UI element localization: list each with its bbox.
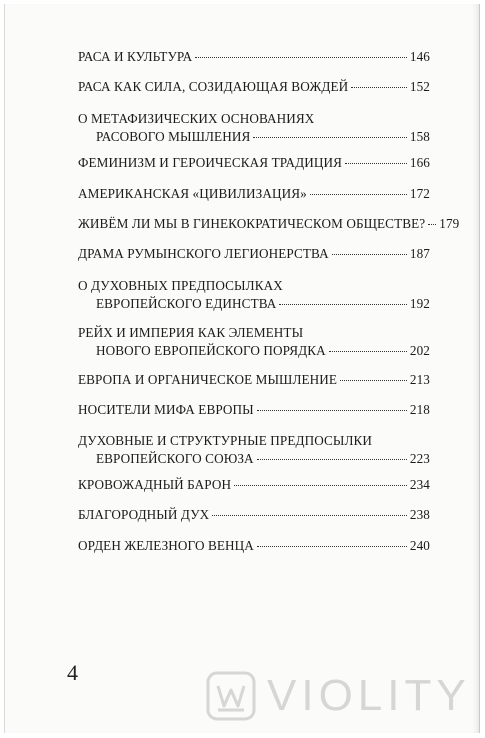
page-number: 4 [67, 660, 78, 685]
watermark [205, 668, 480, 724]
toc-entry-title: БЛАГОРОДНЫЙ ДУХ [78, 507, 210, 522]
toc-entry-line [78, 78, 430, 96]
toc-entry [78, 506, 430, 524]
toc-entry-title: ФЕМИНИЗМ И ГЕРОИЧЕСКАЯ ТРАДИЦИЯ [78, 155, 342, 170]
dot-leader [195, 57, 407, 58]
toc-entry-line [78, 277, 430, 295]
toc-entry [78, 110, 430, 146]
toc-entry-line [78, 476, 430, 494]
toc-entry-page: 240 [409, 538, 430, 553]
toc-entry-line [78, 48, 430, 66]
toc-entry-line [78, 432, 430, 450]
toc-entry-page: 192 [409, 296, 430, 311]
toc-entry-page: 158 [409, 129, 430, 144]
toc-entry-title: ОРДЕН ЖЕЛЕЗНОГО ВЕНЦА [78, 538, 254, 553]
toc-entry [78, 154, 430, 172]
dot-leader [351, 87, 407, 88]
toc-entry [78, 371, 430, 389]
toc-entry-line [78, 128, 430, 146]
dot-leader [253, 137, 407, 138]
dot-leader [310, 194, 407, 195]
toc-entry-page: 238 [409, 507, 430, 522]
toc-entry [78, 215, 460, 233]
toc-entry-line [78, 245, 430, 263]
toc-entry-title: КРОВОЖАДНЫЙ БАРОН [78, 477, 232, 492]
toc-entry-line [78, 154, 430, 172]
toc-entry-page: 166 [409, 155, 430, 170]
toc-entry-line [78, 110, 430, 128]
toc-entry-title: ЕВРОПА И ОРГАНИЧЕСКОЕ МЫШЛЕНИЕ [78, 372, 338, 387]
dot-leader [212, 515, 407, 516]
toc-entry-title: РАСА И КУЛЬТУРА [78, 49, 193, 64]
book-page [4, 4, 480, 733]
violity-logo-icon [205, 670, 257, 722]
toc-entry-line [78, 506, 430, 524]
dot-leader [345, 163, 407, 164]
toc-entry [78, 78, 430, 96]
toc-entry [78, 476, 430, 494]
dot-leader [234, 485, 407, 486]
dot-leader [257, 410, 407, 411]
toc-entry [78, 48, 430, 66]
toc-entry-line [78, 295, 430, 313]
toc-entry-line [78, 401, 430, 419]
toc-entry [78, 324, 430, 360]
dot-leader [332, 254, 407, 255]
toc-entry-title: О МЕТАФИЗИЧЕСКИХ ОСНОВАНИЯХ [78, 111, 315, 126]
toc-entry-title: ДУХОВНЫЕ И СТРУКТУРНЫЕ ПРЕДПОСЫЛКИ [78, 433, 373, 448]
toc-entry [78, 537, 430, 555]
toc-entry-title: ДРАМА РУМЫНСКОГО ЛЕГИОНЕРСТВА [78, 246, 329, 261]
dot-leader [428, 224, 436, 225]
dot-leader [257, 546, 407, 547]
toc-entry-page: 234 [409, 477, 430, 492]
dot-leader [257, 459, 407, 460]
toc-entry-line [78, 215, 460, 233]
toc-entry-page: 202 [409, 343, 430, 358]
toc-entry [78, 277, 430, 313]
toc-entry-title: ЕВРОПЕЙСКОГО ЕДИНСТВА [96, 296, 277, 311]
toc-entry-title: РАСА КАК СИЛА, СОЗИДАЮЩАЯ ВОЖДЕЙ [78, 79, 349, 94]
dot-leader [340, 380, 407, 381]
toc-entry [78, 401, 430, 419]
toc-entry-title: НОВОГО ЕВРОПЕЙСКОГО ПОРЯДКА [96, 343, 326, 358]
toc-entry [78, 245, 430, 263]
toc-entry-title: РЕЙХ И ИМПЕРИЯ КАК ЭЛЕМЕНТЫ [78, 325, 304, 340]
toc-entry-page: 146 [409, 49, 430, 64]
toc-entry-title: РАСОВОГО МЫШЛЕНИЯ [96, 129, 251, 144]
toc-entry-line [78, 185, 430, 203]
toc-entry [78, 432, 430, 468]
toc-entry [78, 185, 430, 203]
toc-entry-title: О ДУХОВНЫХ ПРЕДПОСЫЛКАХ [78, 278, 283, 293]
toc-entry-page: 223 [409, 451, 430, 466]
toc-entry-page: 213 [409, 372, 430, 387]
toc-entry-title: ЖИВЁМ ЛИ МЫ В ГИНЕКОКРАТИЧЕСКОМ ОБЩЕСТВЕ? [78, 216, 426, 231]
toc-entry-line [78, 450, 430, 468]
toc-entry-line [78, 537, 430, 555]
toc-entry-title: НОСИТЕЛИ МИФА ЕВРОПЫ [78, 402, 254, 417]
dot-leader [329, 351, 407, 352]
toc-entry-line [78, 324, 430, 342]
toc-entry-page: 152 [409, 79, 430, 94]
toc-entry-page: 179 [439, 216, 460, 231]
toc-entry-line [78, 371, 430, 389]
toc-entry-title: АМЕРИКАНСКАЯ «ЦИВИЛИЗАЦИЯ» [78, 186, 307, 201]
toc-entry-line [78, 342, 430, 360]
toc-entry-page: 218 [409, 402, 430, 417]
toc-entry-page: 187 [409, 246, 430, 261]
dot-leader [279, 304, 406, 305]
toc-entry-page: 172 [409, 186, 430, 201]
toc-entry-title: ЕВРОПЕЙСКОГО СОЮЗА [96, 451, 254, 466]
watermark-text: VIOLITY [267, 671, 471, 720]
